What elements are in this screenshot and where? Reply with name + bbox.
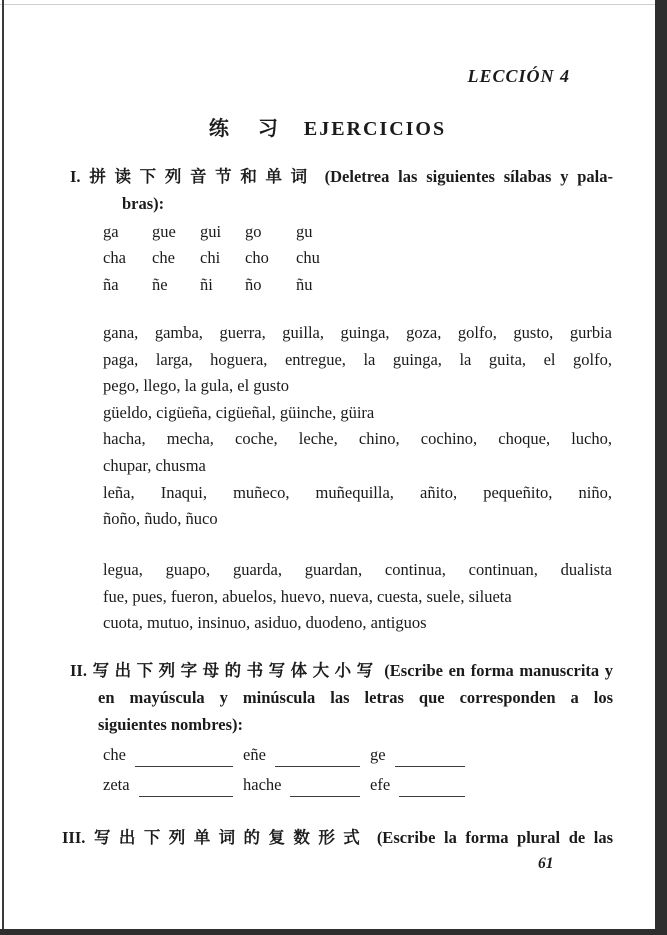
answer-blank-line: [275, 764, 360, 767]
fill-blank-cell: [103, 770, 243, 800]
page-title: [0, 112, 655, 141]
syllable: ga: [103, 222, 119, 241]
word-line: gana, gamba, guerra, guilla, guinga, goza, golfo, gusto, gurbia: [103, 323, 612, 342]
syllable: ñe: [152, 274, 168, 294]
exercise-2-heading-zh: 写出下列字母的书写体大小写: [92, 661, 379, 680]
word-line: pego, llego, la gula, el gusto: [103, 376, 290, 396]
syllable: gu: [296, 222, 313, 241]
word-line: fue, pues, fueron, abuelos, huevo, nueva, cuesta, suele, silueta: [103, 586, 512, 606]
answer-blank-line: [399, 794, 465, 797]
letter-name-label: efe: [370, 775, 391, 794]
letter-name-label: che: [103, 745, 126, 764]
page-title-zh: 练 习: [208, 118, 290, 140]
exercise-1-heading-line2: bras):: [122, 194, 165, 213]
exercise-2-label: II.: [70, 661, 87, 680]
exercise-2-heading-line2: en mayúscula y minúscula las letras que corresponden a los: [98, 688, 613, 707]
answer-blank-line: [395, 764, 465, 767]
word-line: ñoño, ñudo, ñuco: [103, 509, 218, 529]
letter-name-label: eñe: [243, 745, 266, 764]
fill-blank-row: [103, 770, 583, 800]
fill-blank-cell: [243, 770, 370, 800]
fill-blank-grid: [103, 740, 583, 800]
word-line: paga, larga, hoguera, entregue, la guinga, la guita, el golfo,: [103, 349, 612, 369]
exercise-3-heading-line1: [62, 824, 613, 851]
scan-edge-top: [0, 4, 667, 5]
answer-blank-line: [290, 794, 360, 797]
syllable-row: [103, 272, 503, 298]
exercise-1-heading-zh: 拼读下列音节和单词: [89, 167, 316, 186]
exercise-2-heading-es: (Escribe en forma manuscrita y: [384, 661, 614, 680]
lesson-header: LECCIÓN 4: [467, 66, 570, 86]
exercise-3-label: III.: [62, 828, 86, 847]
letter-name-label: ge: [370, 745, 386, 764]
syllable: chu: [296, 248, 320, 268]
syllable: cho: [245, 248, 269, 268]
syllable: ña: [103, 274, 119, 294]
exercise-2-heading-line1: [70, 657, 613, 684]
exercise-1-label: I.: [70, 167, 81, 186]
syllable: che: [152, 248, 175, 268]
fill-blank-cell: [103, 740, 243, 770]
exercise-3-heading-es: (Escribe la forma plural de las: [376, 828, 614, 847]
fill-blank-row: [103, 740, 583, 770]
letter-name-label: zeta: [103, 775, 130, 794]
fill-blank-cell: [243, 740, 370, 770]
syllable: cha: [103, 248, 126, 268]
syllable-row: [103, 219, 503, 245]
exercise-1-heading-line1: [70, 163, 613, 190]
fill-blank-cell: [370, 770, 465, 800]
syllable: ño: [245, 274, 262, 294]
exercise-3-heading-zh: 写出下列单词的复数形式: [93, 828, 369, 847]
exercise-1-heading: [70, 163, 613, 217]
word-list-b: [103, 557, 612, 637]
syllable-row: [103, 245, 503, 271]
word-line: legua, guapo, guarda, guardan, continua, continuan, dualista: [103, 560, 612, 579]
syllable: gue: [152, 222, 176, 241]
exercise-3-heading: [62, 824, 613, 851]
word-line: chupar, chusma: [103, 455, 206, 475]
syllable: ñu: [296, 274, 313, 294]
word-line: hacha, mecha, coche, leche, chino, cochino, choque, lucho,: [103, 429, 612, 449]
syllable: chi: [200, 248, 221, 268]
exercise-1-heading-es: (Deletrea las siguientes sílabas y pala-: [324, 167, 614, 186]
fill-blank-cell: [370, 740, 465, 770]
letter-name-label: hache: [243, 775, 282, 794]
answer-blank-line: [139, 794, 233, 797]
word-list-a: [103, 320, 612, 533]
page-number: 61: [538, 855, 554, 872]
syllable: ñi: [200, 274, 213, 294]
answer-blank-line: [135, 764, 233, 767]
scan-edge-right: [655, 0, 667, 935]
exercise-2-heading: [70, 657, 613, 738]
word-line: güeldo, cigüeña, cigüeñal, güinche, güira: [103, 402, 375, 422]
word-line: cuota, mutuo, insinuo, asiduo, duodeno, antiguos: [103, 613, 427, 633]
page-title-es: EJERCICIOS: [303, 118, 447, 140]
syllable: go: [245, 222, 262, 241]
scan-edge-bottom: [0, 929, 667, 935]
syllable-grid: [103, 219, 503, 298]
syllable: gui: [200, 222, 222, 241]
exercise-2-heading-line3: siguientes nombres):: [98, 715, 243, 734]
word-line: leña, Inaqui, muñeco, muñequilla, añito, pequeñito, niño,: [103, 482, 612, 502]
